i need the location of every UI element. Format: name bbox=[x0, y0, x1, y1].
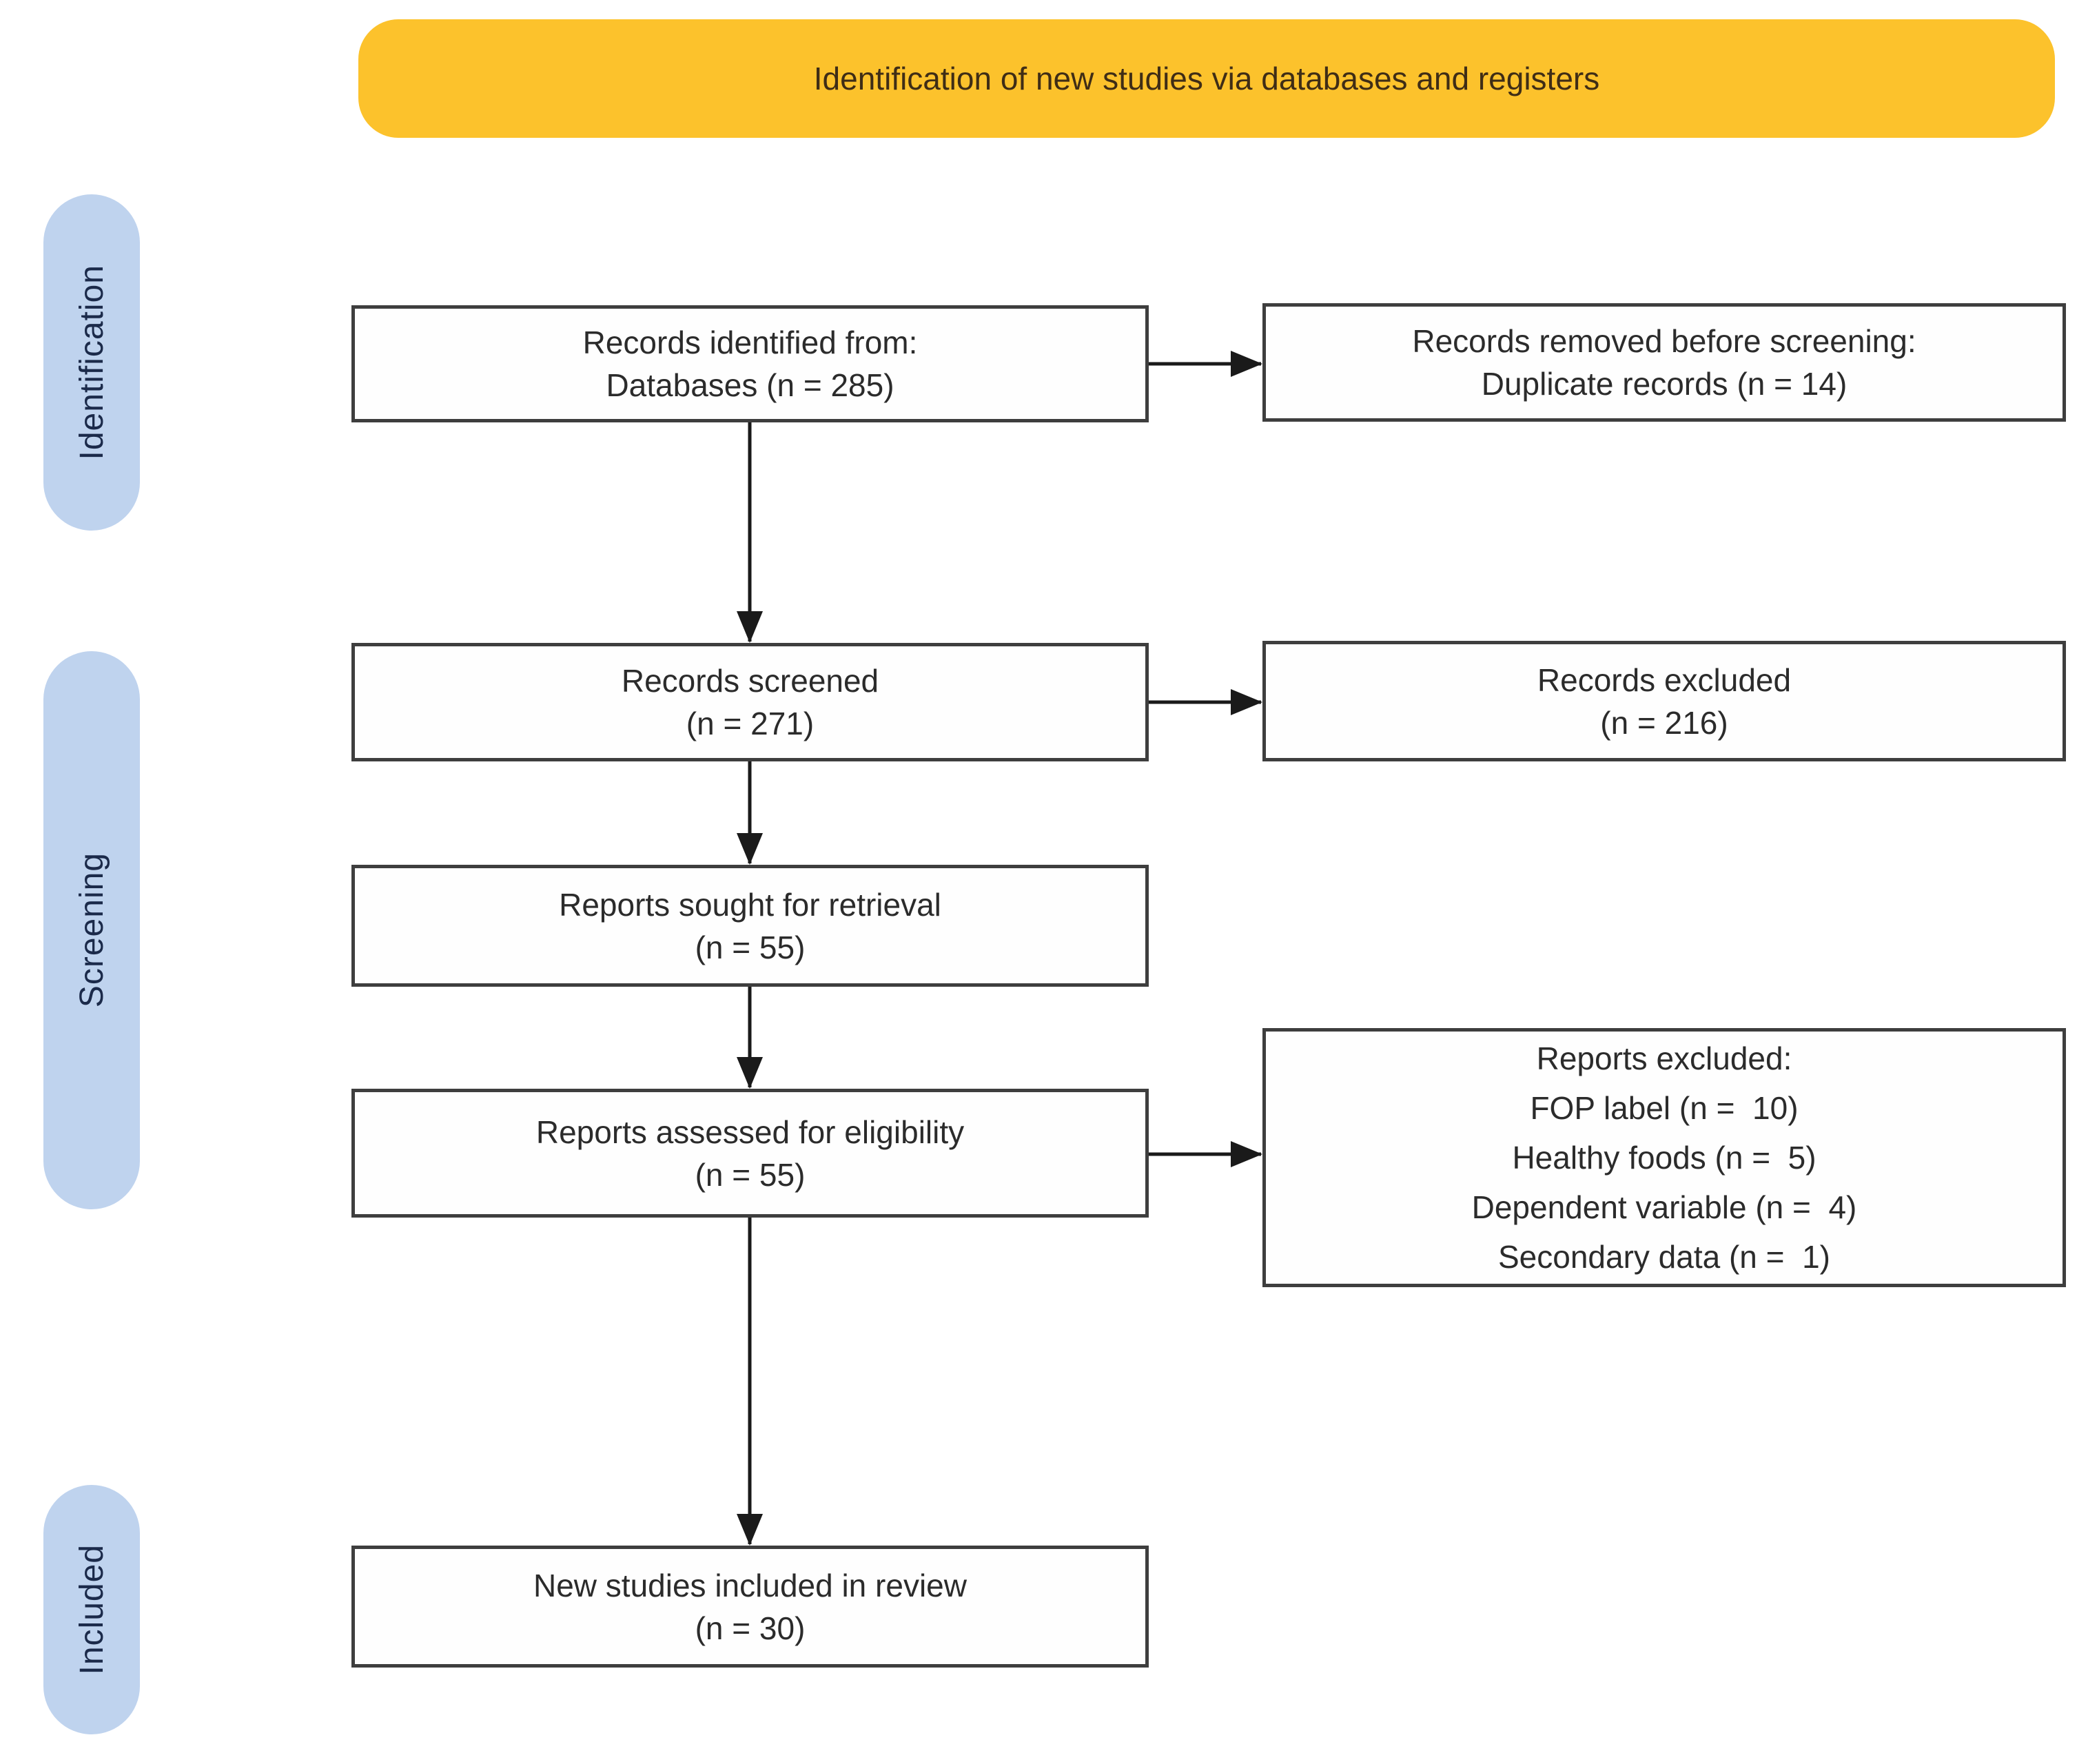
box-records-screened-line2: (n = 271) bbox=[686, 706, 815, 741]
box-reports-sought-line2: (n = 55) bbox=[695, 929, 806, 965]
banner-title: Identification of new studies via databases and registers bbox=[813, 61, 1600, 96]
box-reports-sought-line1: Reports sought for retrieval bbox=[559, 886, 941, 923]
banner bbox=[358, 19, 2055, 138]
box-records-excluded-line2: (n = 216) bbox=[1600, 704, 1728, 741]
box-records-removed-line2: Duplicate records (n = 14) bbox=[1481, 366, 1848, 402]
box-records-excluded bbox=[1262, 641, 2066, 761]
box-records-screened-line1: Records screened bbox=[621, 663, 879, 699]
box-records-removed-line1: Records removed before screening: bbox=[1412, 323, 1916, 359]
stage-label-screening-text: Screening bbox=[73, 852, 110, 1008]
box-new-studies-line1: New studies included in review bbox=[533, 1567, 967, 1603]
box-reports-excluded-line4: Dependent variable (n = 4) bbox=[1471, 1189, 1857, 1225]
box-new-studies-line2: (n = 30) bbox=[695, 1610, 806, 1646]
box-reports-excluded-line5: Secondary data (n = 1) bbox=[1497, 1239, 1830, 1275]
box-reports-assessed bbox=[351, 1089, 1149, 1218]
box-reports-excluded-line3: Healthy foods (n = 5) bbox=[1512, 1140, 1816, 1176]
stage-label-included bbox=[43, 1485, 140, 1734]
box-records-identified-line2: Databases (n = 285) bbox=[606, 367, 894, 403]
stage-label-identification-text: Identification bbox=[73, 265, 110, 460]
box-records-identified bbox=[351, 305, 1149, 422]
box-reports-excluded-line2: FOP label (n = 10) bbox=[1530, 1090, 1799, 1126]
box-records-excluded-line1: Records excluded bbox=[1537, 662, 1792, 698]
stage-label-screening bbox=[43, 651, 140, 1209]
box-new-studies-included bbox=[351, 1546, 1149, 1668]
box-reports-assessed-line2: (n = 55) bbox=[695, 1156, 806, 1193]
box-records-screened bbox=[351, 643, 1149, 761]
box-reports-sought bbox=[351, 865, 1149, 987]
stage-label-included-text: Included bbox=[73, 1544, 110, 1675]
box-reports-excluded-line1: Reports excluded: bbox=[1536, 1040, 1792, 1076]
box-records-identified-line1: Records identified from: bbox=[582, 325, 918, 360]
box-records-removed bbox=[1262, 303, 2066, 422]
box-reports-assessed-line1: Reports assessed for eligibility bbox=[535, 1114, 965, 1150]
box-reports-excluded bbox=[1262, 1028, 2066, 1287]
stage-label-identification bbox=[43, 194, 140, 531]
